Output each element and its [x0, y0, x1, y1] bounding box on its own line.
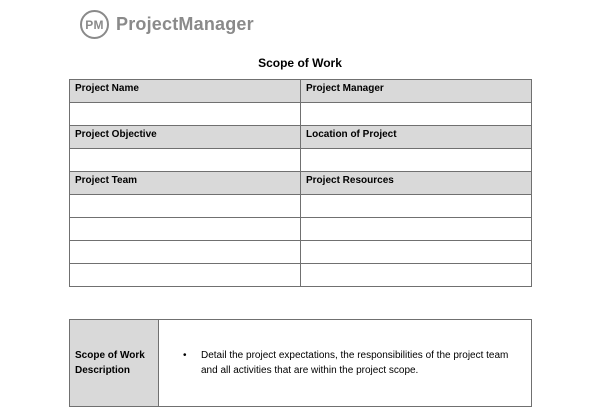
table-row: [70, 241, 532, 264]
project-info-table: [69, 79, 532, 287]
project-objective-field[interactable]: [70, 149, 301, 172]
scope-label-line: Scope of Work: [75, 350, 145, 361]
project-objective-label: Project Objective: [70, 126, 301, 149]
table-row: [70, 320, 532, 407]
table-row: [70, 195, 532, 218]
project-resources-field[interactable]: [301, 218, 532, 241]
project-name-label: Project Name: [70, 80, 301, 103]
logo-wordmark: ProjectManager: [116, 14, 254, 34]
list-item: [183, 348, 515, 378]
table-row: [70, 103, 532, 126]
project-manager-label: Project Manager: [301, 80, 532, 103]
scope-label-line: Description: [75, 365, 131, 376]
table-row: [70, 80, 532, 103]
project-team-field[interactable]: [70, 264, 301, 287]
project-manager-field[interactable]: [301, 103, 532, 126]
table-row: [70, 264, 532, 287]
project-resources-field[interactable]: [301, 241, 532, 264]
table-row: [70, 172, 532, 195]
project-resources-field[interactable]: [301, 195, 532, 218]
project-team-field[interactable]: [70, 241, 301, 264]
projectmanager-logo: [80, 10, 254, 39]
project-team-label: Project Team: [70, 172, 301, 195]
project-team-field[interactable]: [70, 218, 301, 241]
project-name-field[interactable]: [70, 103, 301, 126]
table-row: [70, 218, 532, 241]
pm-logo-icon: PM: [80, 10, 109, 39]
scope-description-text: Detail the project expectations, the responsibilities of the project team and all activities that are within the project scope.: [201, 350, 509, 376]
project-team-field[interactable]: [70, 195, 301, 218]
location-of-project-label: Location of Project: [301, 126, 532, 149]
table-row: [70, 149, 532, 172]
scope-description-field[interactable]: [159, 320, 532, 407]
scope-description-table: [69, 319, 532, 407]
scope-of-work-description-label: [70, 320, 159, 407]
table-row: [70, 126, 532, 149]
document-title: Scope of Work: [258, 56, 342, 70]
project-resources-label: Project Resources: [301, 172, 532, 195]
bullet-icon: •: [183, 350, 187, 361]
project-resources-field[interactable]: [301, 264, 532, 287]
location-of-project-field[interactable]: [301, 149, 532, 172]
